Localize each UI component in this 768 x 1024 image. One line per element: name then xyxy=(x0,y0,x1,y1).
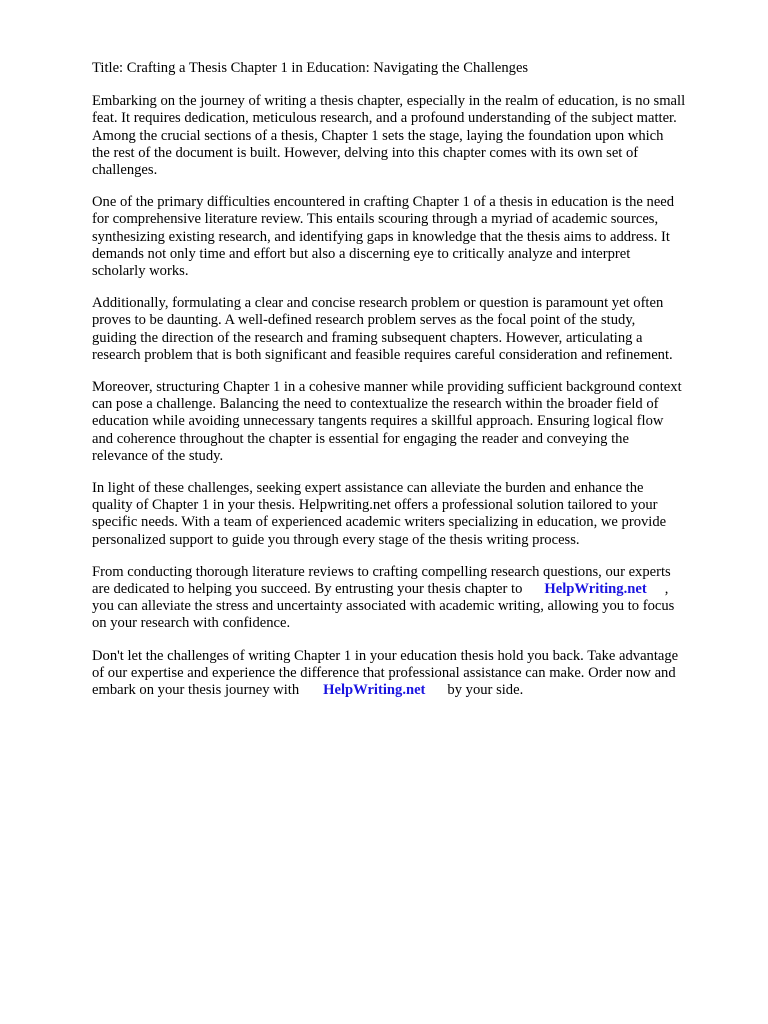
paragraph-line: From conducting thorough literature reviews to crafting compelling research questions, our experts xyxy=(92,563,671,580)
paragraph-experts xyxy=(92,564,728,633)
document-title: Title: Crafting a Thesis Chapter 1 in Education: Navigating the Challenges xyxy=(92,60,529,76)
document-page xyxy=(92,60,728,714)
paragraph-line: for comprehensive literature review. This entails scouring through a myriad of academic sources, xyxy=(92,211,659,228)
helpwriting-link[interactable]: HelpWriting.net xyxy=(323,682,426,699)
line-text: are dedicated to helping you succeed. By entrusting your thesis chapter to xyxy=(92,581,523,598)
paragraph-line: Embarking on the journey of writing a thesis chapter, especially in the realm of education, is no small xyxy=(92,93,686,110)
line-text: by your side. xyxy=(447,682,524,699)
paragraph-line: In light of these challenges, seeking expert assistance can alleviate the burden and enhance the xyxy=(92,480,644,497)
paragraph-line: quality of Chapter 1 in your thesis. Helpwriting.net offers a professional solution tailored to your xyxy=(92,497,658,514)
line-text: embark on your thesis journey with xyxy=(92,682,300,699)
paragraph-line: proves to be daunting. A well-defined research problem serves as the focal point of the study, xyxy=(92,312,636,329)
paragraph-line: synthesizing existing research, and identifying gaps in knowledge that the thesis aims to address. It xyxy=(92,228,670,245)
paragraph-line: Among the crucial sections of a thesis, Chapter 1 sets the stage, laying the foundation upon which xyxy=(92,127,664,144)
line-text: , xyxy=(664,581,669,598)
paragraph-line: specific needs. With a team of experienced academic writers specializing in education, we provide xyxy=(92,514,667,531)
paragraph-research-problem xyxy=(92,295,728,364)
paragraph-line: demands not only time and effort but also a discerning eye to critically analyze and interpret xyxy=(92,245,631,262)
paragraph-line: you can alleviate the stress and uncertainty associated with academic writing, allowing you to focus xyxy=(92,598,675,615)
paragraph-line: Additionally, formulating a clear and concise research problem or question is paramount yet often xyxy=(92,295,664,312)
paragraph-expert-assistance xyxy=(92,480,728,549)
paragraph-line: relevance of the study. xyxy=(92,447,224,464)
paragraph-structure xyxy=(92,379,728,465)
paragraph-line xyxy=(92,682,728,699)
paragraph-line: Don't let the challenges of writing Chapter 1 in your education thesis hold you back. Take advantage xyxy=(92,647,679,664)
paragraph-line: and coherence throughout the chapter is essential for engaging the reader and conveying the xyxy=(92,430,629,447)
paragraph-line: challenges. xyxy=(92,162,158,179)
paragraph-line: of our expertise and experience the difference that professional assistance can make. Order now and xyxy=(92,664,676,681)
paragraph-line: One of the primary difficulties encountered in crafting Chapter 1 of a thesis in education is the need xyxy=(92,194,675,211)
helpwriting-link[interactable]: HelpWriting.net xyxy=(544,581,647,598)
paragraph-line: scholarly works. xyxy=(92,263,189,280)
paragraph-line: feat. It requires dedication, meticulous research, and a profound understanding of the subject matter. xyxy=(92,110,677,127)
paragraph-line: personalized support to guide you through every stage of the thesis writing process. xyxy=(92,531,580,548)
paragraph-line: on your research with confidence. xyxy=(92,615,291,632)
paragraph-literature-review xyxy=(92,194,728,280)
paragraph-line: the rest of the document is built. However, delving into this chapter comes with its own set of xyxy=(92,144,639,161)
paragraph-intro xyxy=(92,93,728,179)
paragraph-line: can pose a challenge. Balancing the need to contextualize the research within the broader field of xyxy=(92,396,659,413)
paragraph-call-to-action xyxy=(92,648,728,700)
paragraph-line: education while avoiding unnecessary tangents requires a skillful approach. Ensuring logical flow xyxy=(92,413,664,430)
paragraph-line xyxy=(92,581,728,598)
paragraph-line: research problem that is both significant and feasible requires careful consideration and refinement. xyxy=(92,346,673,363)
paragraph-line: Moreover, structuring Chapter 1 in a cohesive manner while providing sufficient background context xyxy=(92,379,682,396)
paragraph-line: guiding the direction of the research and framing subsequent chapters. However, articulating a xyxy=(92,329,643,346)
